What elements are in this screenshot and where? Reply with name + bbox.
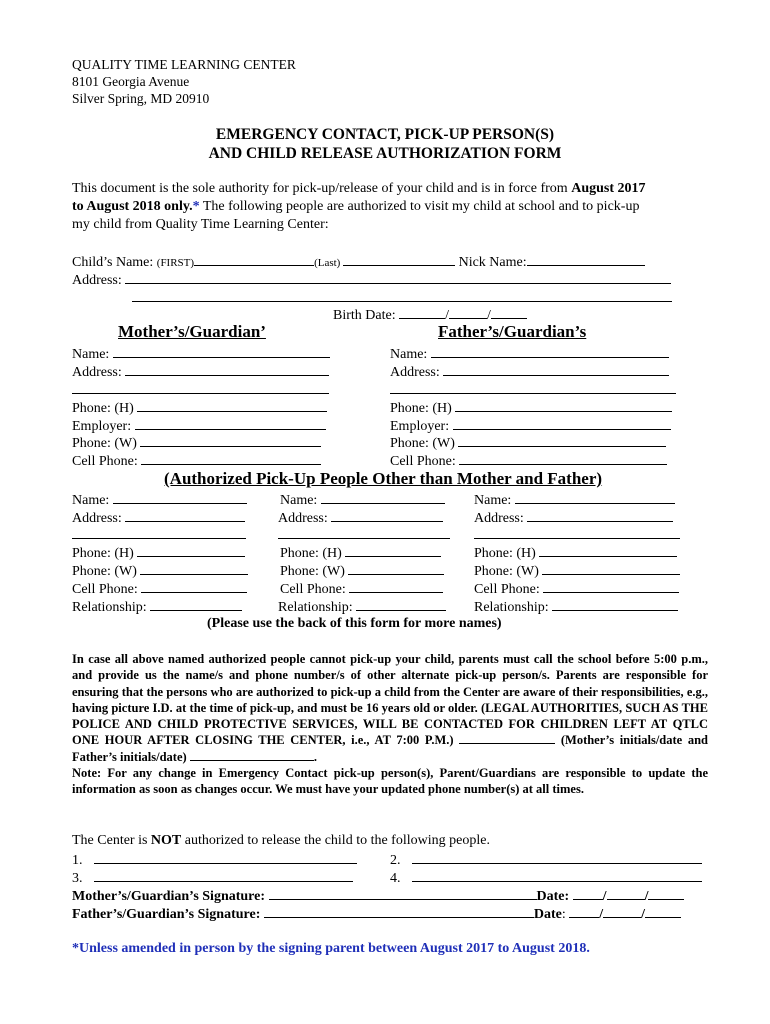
initials-period: . [313, 749, 317, 764]
auth2-relationship-row [278, 597, 446, 617]
auth2-relationship-label: Relationship: [278, 600, 357, 615]
not-authorized-2-row [390, 850, 702, 870]
auth1-cell-row [72, 579, 247, 599]
intro-line3: my child from Quality Time Learning Center: [72, 217, 329, 232]
mother-name-field[interactable] [113, 344, 330, 358]
auth2-phone-h-row [280, 543, 441, 563]
auth2-cell-row [280, 579, 443, 599]
auth3-address-row2 [474, 525, 680, 545]
child-last-name-field[interactable] [343, 252, 455, 266]
mother-phone-h-label: Phone: (H) [72, 401, 138, 416]
birth-slash-2: / [487, 308, 491, 323]
first-label: (FIRST) [156, 257, 195, 269]
auth3-cell-row [474, 579, 679, 599]
mother-address-row [72, 362, 329, 382]
father-date-slash-1: / [599, 907, 604, 922]
not-authorized-3-field[interactable] [94, 868, 353, 882]
birth-slash-1: / [445, 308, 449, 323]
last-label: (Last) [314, 257, 344, 269]
father-cell-field[interactable] [459, 451, 667, 465]
mother-employer-field[interactable] [135, 416, 326, 430]
father-address-field[interactable] [443, 362, 669, 376]
mother-address-field-2[interactable] [72, 380, 329, 394]
intro-text: This document is the sole authority for pick-up/release of your child and is in force from [72, 181, 572, 196]
father-date-slash-2: / [641, 907, 646, 922]
father-name-field[interactable] [431, 344, 669, 358]
mother-date-month-field[interactable] [573, 886, 603, 900]
auth1-address-label: Address: [72, 511, 126, 526]
mother-name-label: Name: [72, 347, 113, 362]
auth2-address-row2 [278, 525, 450, 545]
nick-name-label: Nick Name: [455, 255, 527, 270]
birth-month-field[interactable] [399, 305, 445, 319]
auth1-phone-w-row [72, 561, 248, 581]
father-phone-w-row [390, 433, 666, 453]
child-address-row [72, 270, 671, 290]
mother-date-year-field[interactable] [648, 886, 684, 900]
auth3-address-label: Address: [474, 511, 528, 526]
birth-year-field[interactable] [491, 305, 527, 319]
mother-heading: Mother’s/Guardian’ [118, 322, 266, 341]
auth3-phone-w-field[interactable] [542, 561, 680, 575]
not-authorized-1-row [72, 850, 357, 870]
father-date-label: Date [533, 907, 562, 922]
father-name-label: Name: [390, 347, 431, 362]
auth1-cell-label: Cell Phone: [72, 582, 142, 597]
auth3-phone-w-label: Phone: (W) [474, 564, 543, 579]
not-authorized-text-2: authorized to release the child to the following people. [181, 833, 490, 848]
auth1-cell-field[interactable] [141, 579, 247, 593]
org-address-line1: 8101 Georgia Avenue [72, 74, 190, 89]
intro-start-date: August 2017 [571, 181, 646, 196]
intro-line2 [72, 198, 639, 216]
mother-phone-h-row [72, 398, 327, 418]
auth1-relationship-label: Relationship: [72, 600, 151, 615]
mother-name-row [72, 344, 330, 364]
auth3-name-label: Name: [474, 493, 515, 508]
mother-cell-row [72, 451, 321, 471]
num-4: 4. [390, 871, 401, 886]
mother-date-day-field[interactable] [607, 886, 645, 900]
mother-address-label: Address: [72, 365, 126, 380]
father-date-colon: : [561, 907, 570, 922]
num-1: 1. [72, 853, 83, 868]
father-date-month-field[interactable] [569, 904, 599, 918]
num-3: 3. [72, 871, 83, 886]
auth2-address-field-2[interactable] [278, 525, 450, 539]
auth1-phone-h-field[interactable] [137, 543, 245, 557]
auth2-cell-label: Cell Phone: [280, 582, 350, 597]
auth2-address-field[interactable] [331, 508, 443, 522]
intro-asterisk: * [192, 199, 200, 214]
father-signature-label: Father’s/Guardian’s Signature: [72, 907, 264, 922]
auth3-phone-w-row [474, 561, 680, 581]
mother-phone-h-field[interactable] [137, 398, 327, 412]
not-authorized-3-row [72, 868, 353, 888]
auth2-phone-w-field[interactable] [348, 561, 444, 575]
mother-date-slash-1: / [602, 889, 607, 904]
auth2-cell-field[interactable] [349, 579, 443, 593]
mother-signature-field[interactable] [269, 886, 537, 900]
auth3-relationship-label: Relationship: [474, 600, 553, 615]
auth3-address-field-2[interactable] [474, 525, 680, 539]
birth-day-field[interactable] [449, 305, 487, 319]
org-address-line2: Silver Spring, MD 20910 [72, 91, 210, 106]
mother-cell-label: Cell Phone: [72, 454, 142, 469]
not-authorized-2-field[interactable] [412, 850, 702, 864]
auth3-relationship-field[interactable] [552, 597, 678, 611]
father-phone-w-field[interactable] [458, 433, 666, 447]
not-authorized-row [72, 832, 490, 850]
auth1-phone-w-label: Phone: (W) [72, 564, 141, 579]
mother-date-slash-2: / [644, 889, 649, 904]
auth1-address-row2 [72, 525, 246, 545]
initials-text: (Mother’s initials/date and Father’s initials/date) [72, 733, 709, 764]
auth2-name-label: Name: [280, 493, 321, 508]
intro-line1 [72, 180, 646, 198]
father-address-row [390, 362, 669, 382]
footnote: *Unless amended in person by the signing parent between August 2017 to August 2018. [72, 941, 590, 956]
mother-phone-w-row [72, 433, 321, 453]
father-signature-field[interactable] [264, 904, 534, 918]
not-authorized-4-row [390, 868, 702, 888]
father-phone-w-label: Phone: (W) [390, 436, 459, 451]
mother-date-label: Date: [536, 889, 573, 904]
auth2-phone-h-field[interactable] [345, 543, 441, 557]
father-name-row [390, 344, 669, 364]
auth1-phone-h-label: Phone: (H) [72, 546, 138, 561]
mother-signature-label: Mother’s/Guardian’s Signature: [72, 889, 269, 904]
father-phone-h-field[interactable] [455, 398, 672, 412]
father-address-row2 [390, 380, 676, 400]
auth3-name-row [474, 490, 675, 510]
father-heading: Father’s/Guardian’s [438, 322, 587, 341]
child-nick-name-field[interactable] [527, 252, 645, 266]
auth2-address-label: Address: [278, 511, 332, 526]
num-2: 2. [390, 853, 401, 868]
auth3-address-field[interactable] [527, 508, 673, 522]
auth2-phone-h-label: Phone: (H) [280, 546, 346, 561]
authorized-heading: (Authorized Pick-Up People Other than Mother and Father) [164, 469, 603, 488]
auth1-name-row [72, 490, 247, 510]
mother-signature-row [72, 886, 684, 906]
auth3-cell-field[interactable] [543, 579, 679, 593]
initials-field-2[interactable] [190, 749, 314, 761]
auth2-relationship-field[interactable] [356, 597, 446, 611]
mother-phone-w-field[interactable] [140, 433, 321, 447]
father-phone-h-row [390, 398, 672, 418]
auth1-name-field[interactable] [113, 490, 247, 504]
not-authorized-1-field[interactable] [94, 850, 357, 864]
auth2-phone-w-label: Phone: (W) [280, 564, 349, 579]
auth1-phone-w-field[interactable] [140, 561, 248, 575]
child-address-field-2[interactable] [132, 288, 672, 302]
father-employer-field[interactable] [453, 416, 671, 430]
not-authorized-4-field[interactable] [412, 868, 702, 882]
auth1-address-field-2[interactable] [72, 525, 246, 539]
auth3-phone-h-field[interactable] [539, 543, 677, 557]
auth3-phone-h-label: Phone: (H) [474, 546, 540, 561]
child-address-label: Address: [72, 273, 126, 288]
auth3-relationship-row [474, 597, 678, 617]
child-name-label: Child’s Name: [72, 255, 157, 270]
birth-date-label: Birth Date: [333, 308, 400, 323]
auth1-relationship-field[interactable] [150, 597, 242, 611]
auth2-name-row [280, 490, 445, 510]
father-employer-label: Employer: [390, 419, 453, 434]
auth2-phone-w-row [280, 561, 444, 581]
mother-employer-label: Employer: [72, 419, 135, 434]
org-name: QUALITY TIME LEARNING CENTER [72, 57, 296, 72]
father-cell-label: Cell Phone: [390, 454, 460, 469]
intro-text-2: The following people are authorized to visit my child at school and to pick-up [199, 199, 640, 214]
child-name-row [72, 252, 645, 272]
auth1-phone-h-row [72, 543, 245, 563]
intro-end-date: to August 2018 only. [72, 199, 193, 214]
auth1-name-label: Name: [72, 493, 113, 508]
not-authorized-text: The Center is [72, 833, 151, 848]
auth3-phone-h-row [474, 543, 677, 563]
mother-address-field[interactable] [125, 362, 329, 376]
mother-cell-field[interactable] [141, 451, 321, 465]
auth3-cell-label: Cell Phone: [474, 582, 544, 597]
policy-text: In case all above named authorized people cannot pick-up your child, parents must call the school before 5:00 p.m., and provide us the name/s and phone number/s of other alternate pick-up person/s. Parents are responsible for ensuring that the persons who are authorized to pick-up a child from the Center are aware of their responsibilities, e.g., having picture I.D. at the time of pick-up, and must be 16 years old or older. (LEGAL AUTHORITIES, SUCH AS THE POLICE AND CHILD PROTECTIVE SERVICES, WILL BE CONTACTED FOR CHILDREN LEFT AT QTLC ONE HOUR AFTER CLOSING THE CENTER, i.e., AT 7:00 P.M.) [72, 652, 708, 748]
not-authorized-bold: NOT [150, 833, 182, 848]
policy-paragraph [72, 651, 708, 798]
form-title-line2: AND CHILD RELEASE AUTHORIZATION FORM [208, 145, 562, 162]
auth1-relationship-row [72, 597, 242, 617]
child-address-field[interactable] [125, 270, 671, 284]
auth3-name-field[interactable] [515, 490, 675, 504]
father-address-label: Address: [390, 365, 444, 380]
father-cell-row [390, 451, 667, 471]
auth1-address-field[interactable] [125, 508, 245, 522]
mother-address-row2 [72, 380, 329, 400]
father-address-field-2[interactable] [390, 380, 676, 394]
child-first-name-field[interactable] [194, 252, 314, 266]
back-of-form-note: (Please use the back of this form for more names) [207, 616, 502, 631]
initials-field-1[interactable] [459, 732, 555, 744]
father-phone-h-label: Phone: (H) [390, 401, 456, 416]
form-title-line1: EMERGENCY CONTACT, PICK-UP PERSON(S) [215, 126, 555, 143]
father-date-year-field[interactable] [645, 904, 681, 918]
auth2-name-field[interactable] [321, 490, 445, 504]
father-date-day-field[interactable] [603, 904, 641, 918]
mother-phone-w-label: Phone: (W) [72, 436, 141, 451]
father-signature-row [72, 904, 681, 924]
note-text: Note: For any change in Emergency Contact pick-up person(s), Parent/Guardians are responsible to update the information as soon as changes occur. We must have your updated phone number(s) at all times. [72, 766, 708, 797]
